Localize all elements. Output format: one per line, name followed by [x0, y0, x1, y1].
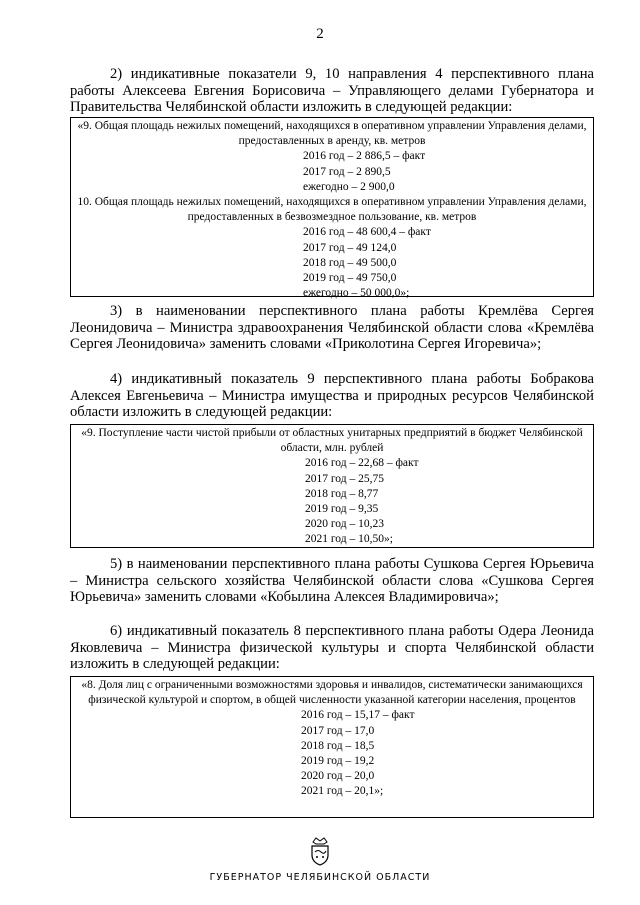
- indicator-8-values: [75, 708, 589, 799]
- value-line: 2017 год – 25,75: [305, 472, 384, 485]
- page-number: 2: [316, 26, 324, 42]
- value-line: 2018 год – 8,77: [305, 487, 379, 500]
- coat-of-arms-icon: [303, 833, 337, 867]
- paragraph-item-3: 3) в наименовании перспективного плана работы Кремлёва Сергея Леонидовича – Министра здравоохранения Челябинской области слова «Кремлёва Сергея Леонидовича» заменить словами «Приколотина Сергея Игоревича»;: [70, 303, 594, 352]
- value-line: 2018 год – 49 500,0: [303, 256, 397, 269]
- indicator-10-values: [75, 225, 589, 301]
- value-line: 2020 год – 20,0: [301, 770, 375, 783]
- paragraph-item-4: 4) индикативный показатель 9 перспективного плана работы Бобракова Алексея Евгеньевича – Министра имущества и природных ресурсов Челябинской области изложить в следующей редакции:: [70, 371, 594, 420]
- value-line: ежегодно – 2 900,0: [303, 180, 395, 193]
- value-line: 2017 год – 17,0: [301, 724, 375, 737]
- value-line: 2021 год – 10,50»;: [305, 533, 393, 546]
- value-line: 2017 год – 2 890,5: [303, 165, 391, 178]
- value-line: 2019 год – 19,2: [301, 755, 375, 768]
- value-line: 2016 год – 15,17 – факт: [301, 709, 415, 722]
- value-line: 2016 год – 48 600,4 – факт: [303, 226, 431, 239]
- value-line: 2019 год – 49 750,0: [303, 272, 397, 285]
- indicator-9-caption: «9. Общая площадь нежилых помещений, находящихся в оперативном управлении Управления делами, предоставленных в аренду, кв. метров: [77, 120, 587, 148]
- paragraph-item-5: 5) в наименовании перспективного плана работы Сушкова Сергея Юрьевича – Министра сельского хозяйства Челябинской области слова «Сушкова Сергея Юрьевича» заменить словами «Кобылина Алексея Владимировича»;: [70, 556, 594, 605]
- value-line: 2017 год – 49 124,0: [303, 241, 397, 254]
- value-line: 2021 год – 20,1»;: [301, 785, 384, 798]
- value-line: 2020 год – 10,23: [305, 518, 384, 531]
- value-line: 2016 год – 22,68 – факт: [305, 457, 419, 470]
- indicator-10-caption: 10. Общая площадь нежилых помещений, находящихся в оперативном управлении Управления делами, предоставленных в безвозмездное пользование, кв. метров: [77, 196, 587, 224]
- value-line: 2016 год – 2 886,5 – факт: [303, 150, 426, 163]
- paragraph-item-2: 2) индикативные показатели 9, 10 направления 4 перспективного плана работы Алексеева Евгения Борисовича – Управляющего делами Губернатора и Правительства Челябинской области изложить в следующей редакции:: [70, 66, 594, 115]
- value-line: 2019 год – 9,35: [305, 503, 379, 516]
- indicator-8-caption: «8. Доля лиц с ограниченными возможностями здоровья и инвалидов, систематически занимающихся физической культурой и спортом, в общей численности указанной категории населения, процентов: [81, 679, 583, 707]
- indicator-box-administration: [70, 117, 594, 300]
- footer-title: ГУБЕРНАТОР ЧЕЛЯБИНСКОЙ ОБЛАСТИ: [209, 872, 431, 883]
- indicator-box-sport: [70, 676, 594, 818]
- indicator-9-values: [75, 456, 589, 547]
- indicator-9-values: [75, 149, 589, 195]
- indicator-box-property: [70, 424, 594, 548]
- indicator-9-caption: «9. Поступление части чистой прибыли от областных унитарных предприятий в бюджет Челябинской области, млн. рублей: [81, 427, 583, 455]
- value-line: 2018 год – 18,5: [301, 739, 375, 752]
- value-line: ежегодно – 50 000,0»;: [303, 287, 410, 300]
- paragraph-item-6: 6) индикативный показатель 8 перспективного плана работы Одера Леонида Яковлевича – Министра физической культуры и спорта Челябинской области изложить в следующей редакции:: [70, 623, 594, 672]
